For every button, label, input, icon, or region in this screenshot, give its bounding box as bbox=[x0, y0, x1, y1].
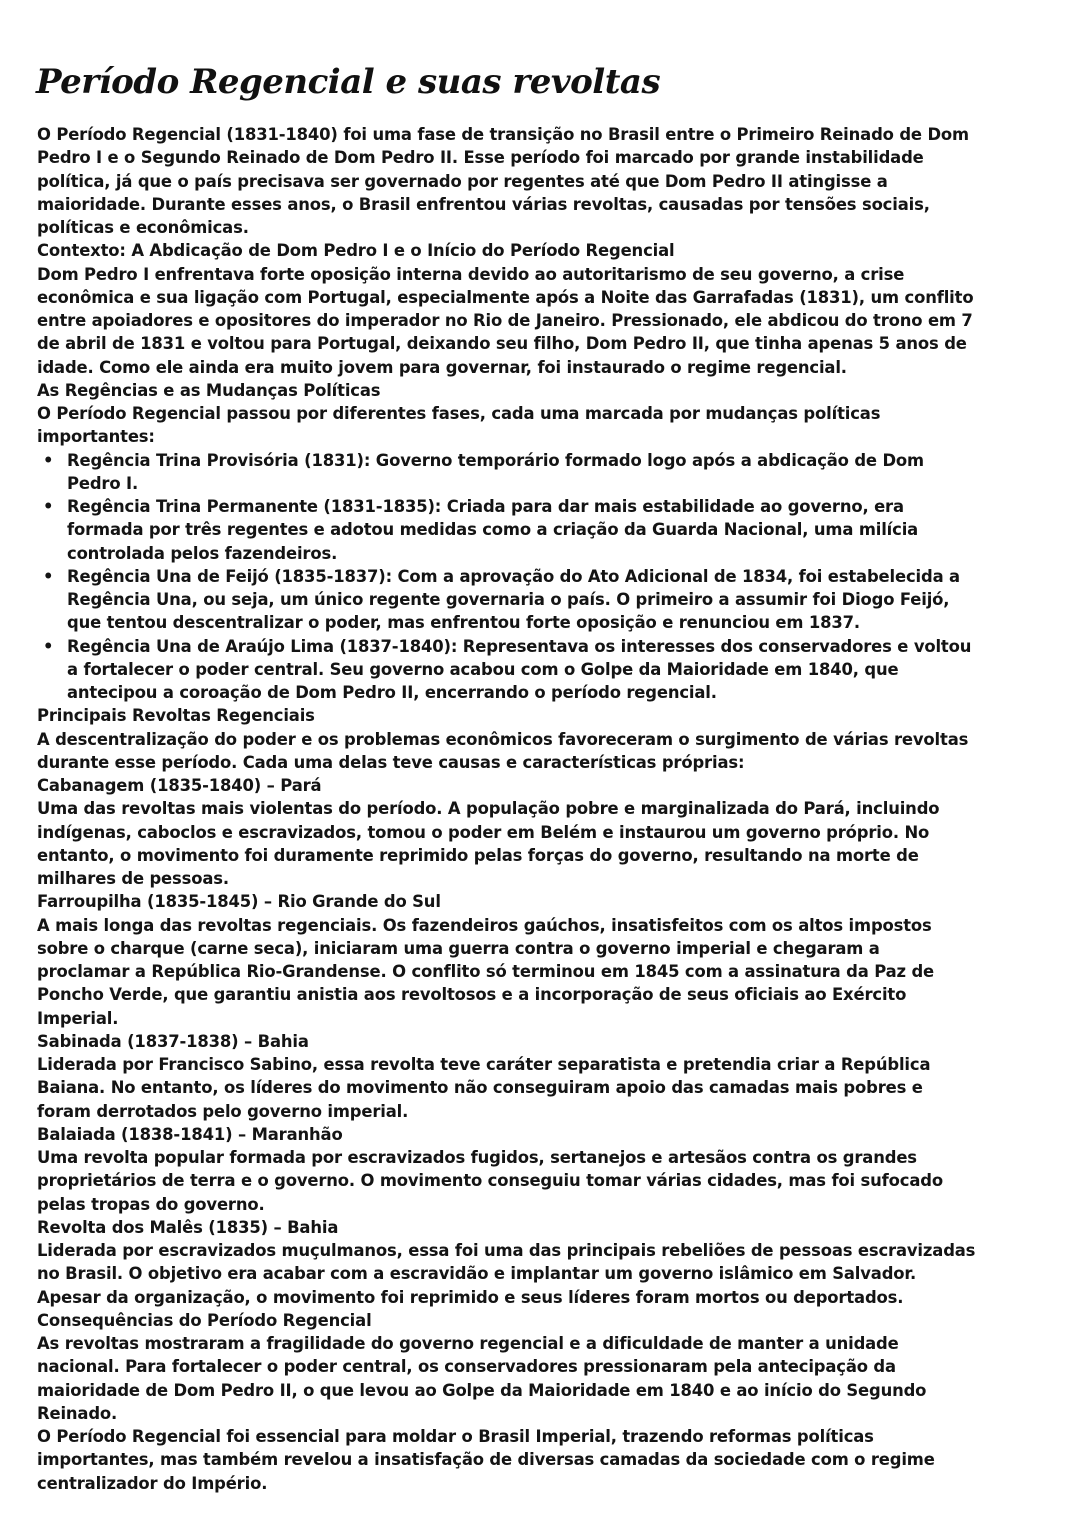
conclusion-paragraph: O Período Regencial foi essencial para moldar o Brasil Imperial, trazendo reformas políticas importantes, mas também revelou a insatisfação de diversas camadas da sociedade com o regime centralizador do Império. bbox=[37, 1427, 935, 1493]
revolt-heading-cabanagem: Cabanagem (1835-1840) – Pará bbox=[37, 776, 322, 795]
context-heading: Contexto: A Abdicação de Dom Pedro I e o Início do Período Regencial bbox=[37, 241, 675, 261]
intro-paragraph: O Período Regencial (1831-1840) foi uma fase de transição no Brasil entre o Primeiro Reinado de Dom Pedro I e o Segundo Reinado de Dom Pedro II. Esse período foi marcado por grande instabilidade política, já que o país precisava ser governado por regentes até que Dom Pedro II atingisse a maioridade. Durante esses anos, o Brasil enfrentou várias revoltas, causadas por tensões sociais, políticas e econômicas. bbox=[37, 125, 969, 237]
bullet-icon: • bbox=[43, 497, 54, 516]
revolt-heading-balaiada: Balaiada (1838-1841) – Maranhão bbox=[37, 1124, 343, 1144]
regency-item-text: Regência Trina Provisória (1831): Governo temporário formado logo após a abdicação de Dom Pedro I. bbox=[67, 450, 924, 493]
revolt-heading-farroupilha: Farroupilha (1835-1845) – Rio Grande do Sul bbox=[37, 892, 441, 912]
regency-item-text: Regência Una de Araújo Lima (1837-1840): Representava os interesses dos conservadores e voltou a fortalecer o poder central. Seu governo acabou com o Golpe da Maioridade em 1840, que antecipou a coroação de Dom Pedro II, encerrando o período regencial. bbox=[67, 636, 972, 702]
revolt-heading-males: Revolta dos Malês (1835) – Bahia bbox=[37, 1217, 339, 1237]
regencies-heading: As Regências e as Mudanças Políticas bbox=[37, 380, 381, 400]
revolts-heading: Principais Revoltas Regenciais bbox=[37, 706, 315, 726]
context-paragraph: Dom Pedro I enfrentava forte oposição interna devido ao autoritarismo de seu governo, a crise econômica e sua ligação com Portugal, especialmente após a Noite das Garrafadas (1831), um conflito entre apoiadores e opositores do imperador no Rio de Janeiro. Pressionado, ele abdicou do trono em 7 de abril de 1831 e voltou para Portugal, deixando seu filho, Dom Pedro II, que tinha apenas 5 anos de idade. Como ele ainda era muito jovem para governar, foi instaurado o regime regencial. bbox=[37, 264, 974, 377]
regency-item bbox=[37, 635, 977, 705]
document-title: Período Regencial e suas revoltas bbox=[36, 62, 661, 102]
revolt-text-males: Liderada por escravizados muçulmanos, essa foi uma das principais rebeliões de pessoas escravizadas no Brasil. O objetivo era acabar com a escravidão e implantar um governo islâmico em Salvador. Apesar da organização, o movimento foi reprimido e seus líderes foram mortos ou deportados. bbox=[37, 1241, 976, 1307]
bullet-icon: • bbox=[43, 636, 54, 656]
revolt-text-cabanagem: Uma das revoltas mais violentas do período. A população pobre e marginalizada do Pará, incluindo indígenas, caboclos e escravizados, tomou o poder em Belém e instaurou um governo próprio. No entanto, o movimento foi duramente reprimido pelas forças do governo, resultando na morte de milhares de pessoas. bbox=[37, 799, 940, 888]
regency-item-text: Regência Una de Feijó (1835-1837): Com a aprovação do Ato Adicional de 1834, foi estabelecida a Regência Una, ou seja, um único regente governaria o país. O primeiro a assumir foi Diogo Feijó, que tentou descentralizar o poder, mas enfrentou forte oposição e renunciou em 1837. bbox=[67, 566, 960, 633]
regency-item bbox=[37, 565, 977, 635]
revolt-text-farroupilha: A mais longa das revoltas regenciais. Os fazendeiros gaúchos, insatisfeitos com os altos impostos sobre o charque (carne seca), iniciaram uma guerra contra o governo imperial e chegaram a proclamar a República Rio-Grandense. O conflito só terminou em 1845 com a assinatura da Paz de Poncho Verde, que garantiu anistia aos revoltosos e a incorporação de seus oficiais ao Exército Imperial. bbox=[37, 915, 935, 1028]
regency-item-text: Regência Trina Permanente (1831-1835): Criada para dar mais estabilidade ao governo, era formada por três regentes e adotou medidas como a criação da Guarda Nacional, uma milícia controlada pelos fazendeiros. bbox=[67, 497, 919, 563]
consequences-heading: Consequências do Período Regencial bbox=[37, 1310, 372, 1330]
revolt-text-sabinada: Liderada por Francisco Sabino, essa revolta teve caráter separatista e pretendia criar a República Baiana. No entanto, os líderes do movimento não conseguiram apoio das camadas mais pobres e foram derrotados pelo governo imperial. bbox=[37, 1055, 931, 1121]
revolts-paragraph: A descentralização do poder e os problemas econômicos favoreceram o surgimento de várias revoltas durante esse período. Cada uma delas teve causas e características próprias: bbox=[37, 729, 969, 772]
revolt-text-balaiada: Uma revolta popular formada por escravizados fugidos, sertanejos e artesãos contra os grandes proprietários de terra e o governo. O movimento conseguiu tomar várias cidades, mas foi sufocado pelas tropas do governo. bbox=[37, 1148, 943, 1214]
regency-item bbox=[37, 495, 977, 565]
regency-item bbox=[37, 449, 977, 496]
regencies-paragraph: O Período Regencial passou por diferentes fases, cada uma marcada por mudanças políticas importantes: bbox=[37, 404, 881, 447]
regencies-list bbox=[37, 449, 977, 705]
bullet-icon: • bbox=[43, 450, 54, 470]
revolt-heading-sabinada: Sabinada (1837-1838) – Bahia bbox=[37, 1031, 309, 1051]
bullet-icon: • bbox=[43, 566, 54, 586]
consequences-paragraph: As revoltas mostraram a fragilidade do governo regencial e a dificuldade de manter a unidade nacional. Para fortalecer o poder central, os conservadores pressionaram pela antecipação da maioridade de Dom Pedro II, o que levou ao Golpe da Maioridade em 1840 e ao início do Segundo Reinado. bbox=[37, 1334, 927, 1423]
document-body bbox=[37, 123, 977, 1495]
